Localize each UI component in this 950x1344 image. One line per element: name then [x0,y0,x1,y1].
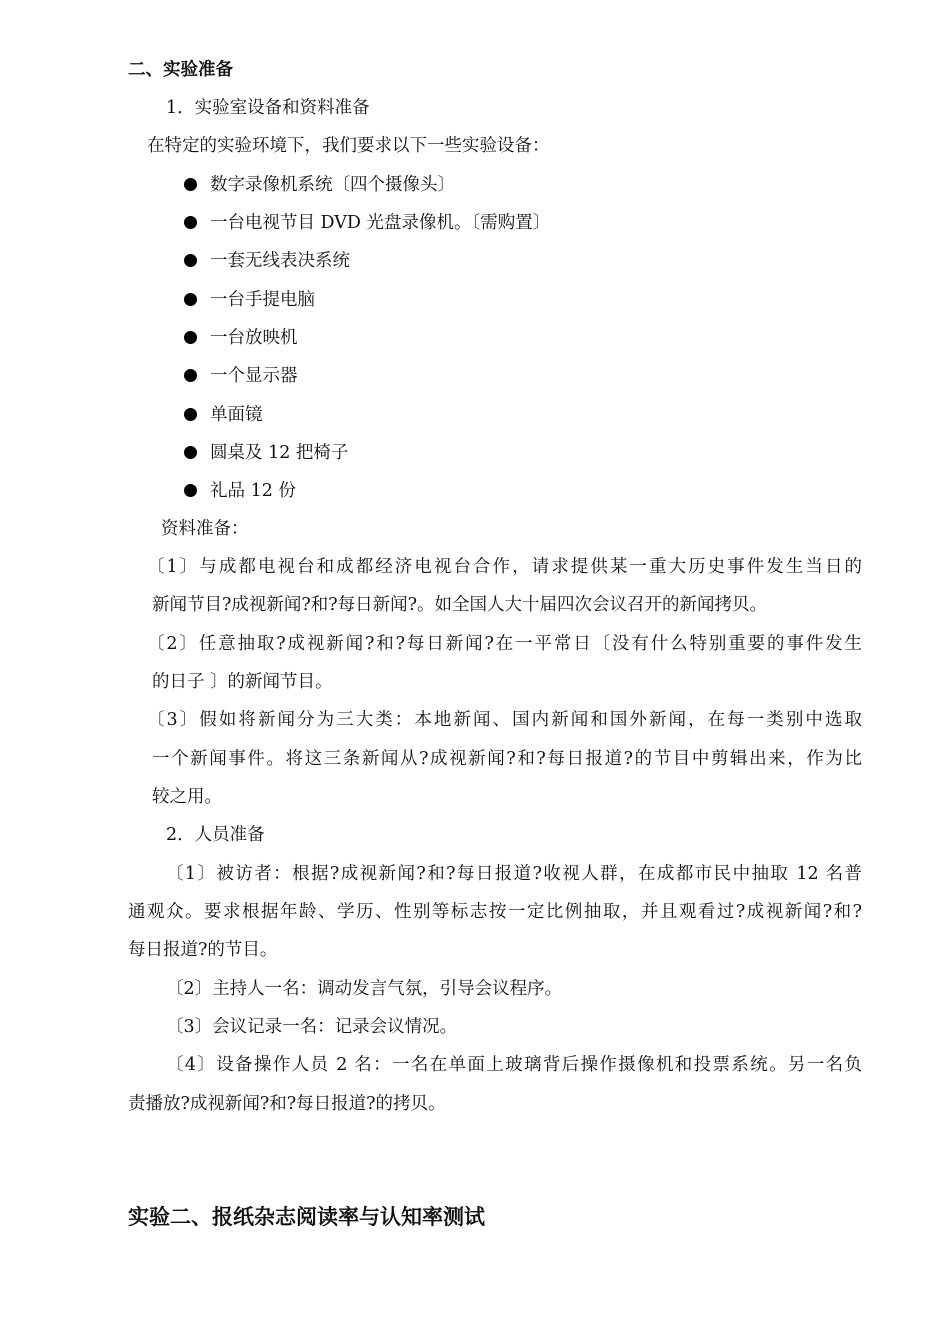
list-item: 一个显示器 [210,366,298,386]
paragraph-line: 〔2〕主持人一名：调动发言气氛，引导会议程序。 [166,979,563,999]
bullet-icon [184,254,197,267]
bullet-icon [184,446,197,459]
paragraph-line: 〔3〕假如将新闻分为三大类：本地新闻、国内新闻和国外新闻，在每一类别中选取 [147,710,862,730]
bullet-icon [184,408,197,421]
subsection-heading-equipment: 1．实验室设备和资料准备 [166,98,370,118]
materials-label: 资料准备： [161,519,249,539]
list-item: 一台电视节目 DVD 光盘录像机。〔需购置〕 [210,213,551,233]
list-item: 圆桌及 12 把椅子 [210,443,349,463]
paragraph-line: 的日子 〕的新闻节目。 [152,672,333,692]
list-item: 一台手提电脑 [210,290,315,310]
paragraph-line: 一个新闻事件。将这三条新闻从?成视新闻?和?每日报道?的节目中剪辑出来，作为比 [152,749,862,769]
bullet-icon [184,331,197,344]
paragraph-line: 每日报道?的节目。 [128,940,278,960]
bullet-icon [184,369,197,382]
subsection-heading-personnel: 2．人员准备 [166,825,265,845]
list-item: 单面镜 [210,405,263,425]
paragraph-line: 〔1〕与成都电视台和成都经济电视台合作，请求提供某一重大历史事件发生当日的 [147,557,862,577]
paragraph-line: 〔4〕设备操作人员 2 名：一名在单面上玻璃背后操作摄像机和投票系统。另一名负 [166,1055,862,1075]
paragraph-line: 〔3〕会议记录一名：记录会议情况。 [166,1017,458,1037]
section-heading: 二、实验准备 [128,60,233,80]
paragraph-line: 责播放?成视新闻?和?每日报道?的拷贝。 [128,1094,446,1114]
paragraph-line: 〔1〕被访者：根据?成视新闻?和?每日报道?收视人群，在成都市民中抽取 12 名普 [166,864,862,884]
bullet-icon [184,293,197,306]
paragraph-line: 较之用。 [152,787,222,807]
bullet-icon [184,484,197,497]
paragraph-line: 新闻节目?成视新闻?和?每日新闻?。如全国人大十届四次会议召开的新闻拷贝。 [152,595,768,615]
list-item: 礼品 12 份 [210,481,296,501]
list-item: 数字录像机系统〔四个摄像头〕 [210,175,455,195]
next-section-heading: 实验二、报纸杂志阅读率与认知率测试 [128,1204,485,1229]
bullet-icon [184,216,197,229]
equipment-intro: 在特定的实验环境下，我们要求以下一些实验设备： [147,136,550,156]
paragraph-line: 通观众。要求根据年龄、学历、性别等标志按一定比例抽取，并且观看过?成视新闻?和? [128,902,862,922]
paragraph-line: 〔2〕任意抽取?成视新闻?和?每日新闻?在一平常日〔没有什么特别重要的事件发生 [147,634,862,654]
list-item: 一套无线表决系统 [210,251,350,271]
bullet-icon [184,178,197,191]
list-item: 一台放映机 [210,328,298,348]
